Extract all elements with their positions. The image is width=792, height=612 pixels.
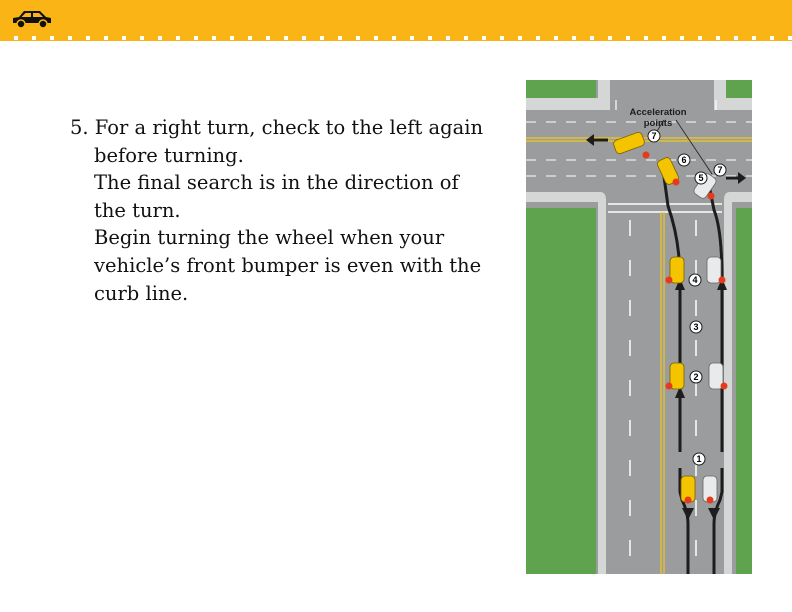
right-turn-diagram <box>526 80 752 574</box>
text-line: Begin turning the wheel when your <box>94 226 445 250</box>
step-marker <box>714 164 726 176</box>
text-line: The final search is in the direction of <box>94 171 459 195</box>
diagram-title: points <box>643 118 673 129</box>
header-bar <box>0 0 792 41</box>
step-number: 6 <box>681 155 687 165</box>
car-icon <box>10 8 54 30</box>
grass-area <box>526 208 596 574</box>
step-number: 5 <box>698 173 704 183</box>
text-line: the turn. <box>94 198 181 222</box>
grass-area <box>736 208 752 574</box>
step-marker <box>678 154 690 166</box>
step-number: 1 <box>696 454 702 464</box>
step-marker <box>689 274 701 286</box>
grass-area <box>526 80 596 100</box>
text-line: vehicle’s front bumper is even with the <box>94 253 482 277</box>
step-number: 7 <box>717 165 723 175</box>
step-number: 7 <box>651 131 657 141</box>
step-marker <box>690 371 702 383</box>
step-number: 2 <box>693 372 699 382</box>
diagram-title: Acceleration <box>629 107 687 118</box>
step-number: 4 <box>692 275 698 285</box>
text-line: before turning. <box>94 143 244 167</box>
instruction-text <box>70 114 490 307</box>
header-divider <box>0 36 792 40</box>
text-line: curb line. <box>94 281 189 305</box>
step-marker <box>648 130 660 142</box>
step-marker <box>693 453 705 465</box>
step-number: 3 <box>693 322 699 332</box>
text-line: 5. For a right turn, check to the left again <box>70 116 484 139</box>
step-marker <box>690 321 702 333</box>
step-marker <box>695 172 707 184</box>
